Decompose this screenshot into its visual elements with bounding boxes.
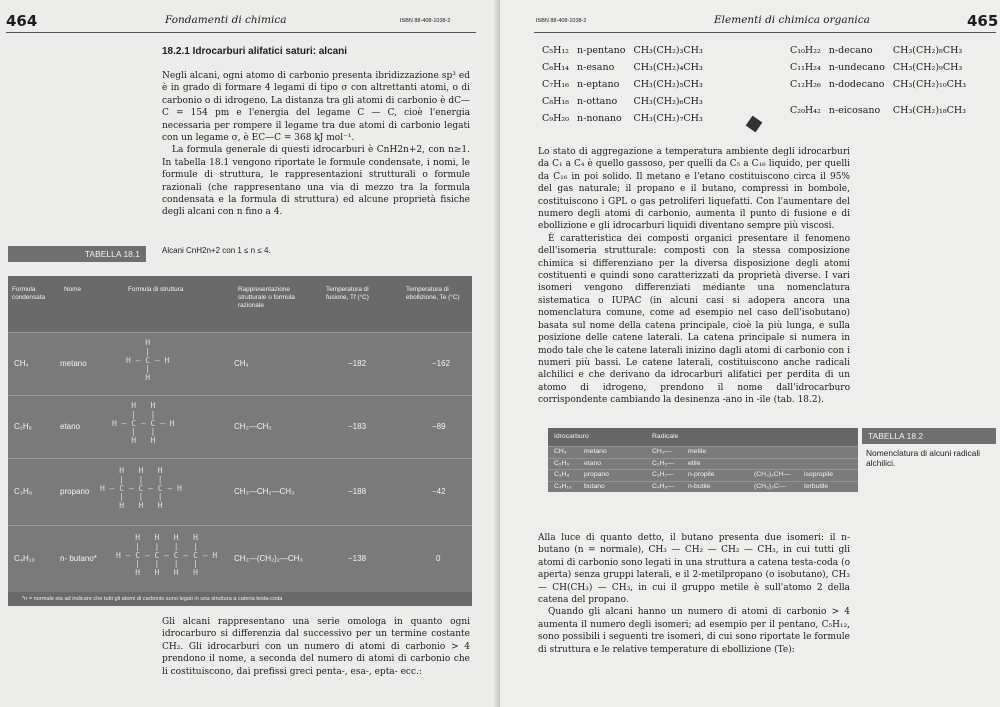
name: n-dodecano	[828, 79, 885, 90]
name-cell: propano	[60, 487, 90, 496]
formula-cell: C₃H₈	[554, 471, 570, 479]
name: n-ottano	[576, 96, 618, 107]
name: n-eptano	[576, 79, 620, 90]
formula-cell: C₄H₁₀	[14, 554, 35, 563]
list-item	[786, 42, 970, 59]
formula-cell: CH₄	[554, 448, 567, 455]
table-label: TABELLA 18.1	[8, 246, 146, 262]
alkane-series-list-right	[786, 42, 970, 127]
header-rule	[6, 32, 476, 33]
paragraph: Quando gli alcani hanno un numero di atomi di carbonio > 4 aumenta il numero degli isomeri; ad esempio per il pentano, C₅H₁₂, sono possibili i seguenti tre isomeri, di cui sono riportate le formule di struttura e le relative temperature di ebollizione (Te):	[538, 607, 850, 655]
rational-cell: CH₃—(CH₂)₂—CH₃	[234, 554, 303, 563]
boiling-cell: −42	[432, 487, 446, 496]
melting-cell: −138	[348, 554, 367, 563]
ink-smudge	[746, 116, 763, 133]
column-header: Temperatura di ebollizione, Te (°C)	[406, 286, 460, 301]
formula: C₁₂H₂₆	[790, 79, 821, 90]
paragraph: Gli alcani rappresentano una serie omologa in quanto ogni idrocarburo si differenzia dal successivo per un termine costante CH₂. Gli idrocarburi con un numero di atomi di carbonio > 4 prendono il nome, a seconda del numero di atomi di carbonio che li costituiscono, dai prefissi greci penta-, esa-, epta- ecc.:	[162, 617, 470, 677]
name-cell: n- butano*	[60, 554, 97, 563]
structure-cell: H | H — C — H | H	[126, 338, 170, 383]
alkane-series-list-left	[538, 42, 707, 127]
alkyl-radicals-table	[548, 428, 858, 492]
formula-cell: C₄H₁₀	[554, 482, 572, 490]
table-row	[548, 469, 858, 481]
rational-formula: CH₃(CH₂)₈CH₃	[892, 45, 963, 56]
rational-cell: CH₄	[234, 359, 249, 368]
rational-formula: CH₃(CH₂)₇CH₃	[633, 113, 703, 124]
name-cell: metano	[60, 359, 87, 368]
list-item	[538, 42, 707, 59]
rational-formula: CH₃(CH₂)₄CH₃	[633, 62, 703, 73]
branched-radical-name-cell: isopropile	[804, 471, 834, 479]
table-row	[548, 458, 858, 470]
isomers-text	[538, 532, 850, 656]
name: n-nonano	[576, 113, 622, 124]
name-cell: propano	[584, 471, 609, 479]
table-row	[8, 525, 472, 592]
rational-cell: CH₃—CH₃	[234, 422, 272, 431]
list-item	[538, 110, 707, 127]
melting-cell: −182	[348, 359, 367, 368]
column-header: Rappresentazione strutturale o formula razionale	[238, 286, 295, 309]
table-label: TABELLA 18.2	[862, 428, 996, 444]
formula: C₇H₁₆	[542, 79, 569, 90]
page-number: 464	[6, 12, 38, 30]
formula: C₈H₁₈	[542, 96, 569, 107]
column-header: Formula condensata	[12, 286, 46, 301]
formula: C₅H₁₂	[542, 45, 569, 56]
paragraph: È caratteristica dei composti organici presentare il fenomeno dell'isomeria strutturale: composti con la stessa composizione chimica si differenziano per la diversa disposizione degli atomi costituenti e quindi sono caratterizzati da proprietà diverse. I vari isomeri vengono differenziati mediante una nomenclatura sistematica o IUPAC (in alcuni casi si adopera ancora una nomenclatura comune, come ad esempio nel caso dell'isobutano) basata sul nome della catena principale, cioè la più lunga, e sulla posizione delle catene laterali. La catena principale si numera in modo tale che le catene laterali inizino dagli atomi di carbonio con i numeri più bassi. Le catene laterali, costituiscono anche radicali alchilici e che derivano da idrocarburi alifatici per perdita di un atomo di idrogeno, prendono il nome dall'idrocarburo corrispondente cambiando la desinenza -ano in -ile (tab. 18.2).	[538, 233, 850, 406]
list-item	[538, 76, 707, 93]
radical-cell: C₃H₇—	[652, 471, 674, 479]
structure-cell: H H H H | | | | H — C — C — C — C — H | | | | H H H H	[116, 533, 218, 578]
branched-radical-cell: (CH₃)₃C—	[754, 482, 786, 490]
table-row	[8, 332, 472, 395]
homologous-series-text	[162, 616, 470, 678]
radical-name-cell: etile	[688, 459, 701, 467]
isbn: ISBN 88-408-1038-2	[400, 18, 451, 24]
name-cell: butano	[584, 482, 605, 490]
column-header: Nome	[64, 286, 82, 293]
column-header: Formula di struttura	[128, 286, 184, 293]
list-item	[786, 59, 970, 76]
formula-cell: C₂H₆	[14, 422, 32, 431]
name: n-eicosano	[828, 104, 881, 116]
formula-cell: CH₄	[14, 359, 29, 368]
section-heading: 18.2.1 Idrocarburi alifatici saturi: alcani	[162, 46, 348, 57]
body-text	[538, 146, 850, 407]
name-cell: etano	[584, 459, 602, 467]
structure-cell: H H H | | | H — C — C — C — H | | | H H H	[100, 466, 182, 511]
running-head: Elementi di chimica organica	[714, 14, 870, 26]
formula: C₁₁H₂₄	[790, 62, 821, 73]
table-header	[548, 428, 858, 446]
radical-name-cell: n-propile	[688, 471, 715, 479]
formula-cell: C₂H₆	[554, 459, 570, 467]
melting-cell: −188	[348, 487, 367, 496]
formula: C₂₀H₄₂	[790, 104, 821, 116]
paragraph: Alla luce di quanto detto, il butano presenta due isomeri: il n-butano (n = normale), CH₃ — CH₂ — CH₂ — CH₃, in cui tutti gli atomi di carbonio sono legati in una struttura a catena testa-coda (o aperta) senza gruppi laterali, e il 2-metilpropano (o isobutano), CH₃ — CH(CH₃) — CH₃, in cui il gruppo metile è sull'atomo 2 della catena del propano.	[538, 533, 850, 606]
list-item	[538, 93, 707, 110]
paragraph: Lo stato di aggregazione a temperatura ambiente degli idrocarburi da C₁ a C₄ è quello gassoso, per quelli da C₅ a C₁₆ liquido, per quelli da C₁₆ in poi solido. Il metano e l'etano costituiscono circa il 95% del gas naturale; il propano e il butano, compressi in bombole, costituiscono i GPL o gas petroliferi liquefatti. Con l'aumentare del numero degli atomi di carbonio, aumenta il punto di fusione e di ebollizione e gli idrocarburi liquidi diventano sempre più viscosi.	[538, 147, 850, 232]
table-row	[548, 446, 858, 458]
name: n-pentano	[576, 45, 626, 56]
formula: C₁₀H₂₂	[790, 45, 821, 56]
formula: C₉H₂₀	[542, 113, 569, 124]
table-caption: Alcani CnH2n+2 con 1 ≤ n ≤ 4.	[162, 246, 271, 255]
list-item	[786, 93, 970, 127]
rational-formula: CH₃(CH₂)₁₈CH₃	[892, 104, 967, 116]
rational-formula: CH₃(CH₂)₉CH₃	[892, 62, 963, 73]
radical-cell: C₄H₉—	[652, 482, 675, 490]
isbn: ISBN 88-408-1038-2	[536, 18, 587, 24]
branched-radical-cell: (CH₃)₂CH—	[754, 471, 791, 479]
intro-text	[162, 70, 470, 219]
radical-cell: CH₃—	[652, 448, 672, 455]
header-rule	[534, 32, 996, 33]
column-header: Idrocarburo	[554, 433, 589, 440]
branched-radical-name-cell: terbutile	[804, 482, 829, 490]
page-number: 465	[967, 12, 999, 30]
list-item	[538, 59, 707, 76]
rational-formula: CH₃(CH₂)₃CH₃	[633, 45, 703, 56]
name: n-decano	[828, 45, 873, 56]
table-row	[8, 395, 472, 458]
radical-cell: C₂H₅—	[652, 459, 674, 467]
rational-cell: CH₃—CH₂—CH₃	[234, 487, 295, 496]
table-row	[548, 481, 858, 493]
formula-cell: C₃H₈	[14, 487, 33, 496]
table-footnote: *n = normale sta ad indicare che tutti gli atomi di carbonio sono legati in una struttura a catena testa-coda	[8, 592, 472, 606]
boiling-cell: −162	[432, 359, 451, 368]
alkanes-table	[8, 276, 472, 606]
list-item	[786, 76, 970, 93]
name: n-esano	[576, 62, 615, 73]
paragraph: Negli alcani, ogni atomo di carbonio presenta ibridizzazione sp³ ed è in grado di formare 4 legami di tipo σ con altrettanti atomi, o di carbonio o di idrogeno. La distanza tra gli atomi di carbonio è dC—C = 154 pm e l'energia del legame C — C, cioè l'energia necessaria per rompere il legame tra due atomi di carbonio legati con un legame σ, è EC—C = 368 kJ mol⁻¹.	[162, 71, 470, 144]
rational-formula: CH₃(CH₂)₆CH₃	[633, 96, 703, 107]
boiling-cell: −89	[432, 422, 446, 431]
structure-cell: H H | | H — C — C — H | | H H	[112, 401, 175, 446]
rational-formula: CH₃(CH₂)₁₀CH₃	[892, 79, 967, 90]
table-header	[8, 276, 472, 332]
name-cell: metano	[584, 448, 607, 455]
radical-name-cell: metile	[688, 448, 707, 455]
boiling-cell: 0	[436, 554, 441, 563]
formula: C₆H₁₄	[542, 62, 569, 73]
rational-formula: CH₃(CH₂)₅CH₃	[633, 79, 703, 90]
radical-name-cell: n-butile	[688, 482, 711, 490]
running-head: Fondamenti di chimica	[165, 14, 287, 26]
name-cell: etano	[60, 422, 81, 431]
column-header: Radicale	[652, 433, 679, 440]
melting-cell: −183	[348, 422, 367, 431]
column-header: Temperatura di fusione, Tf (°C)	[326, 286, 369, 301]
paragraph: La formula generale di questi idrocarburi è CnH2n+2, con n≥1. In tabella 18.1 vengono riportate le formule condensate, i nomi, le formule di struttura, le rappresentazioni strutturali o formule razionali (che rappresentano una via di mezzo tra la formula condensata e la formula di struttura) ed alcune proprietà fisiche degli alcani con n fino a 4.	[162, 145, 470, 218]
table-caption: Nomenclatura di alcuni radicali alchilici.	[866, 448, 981, 468]
name: n-undecano	[828, 62, 885, 73]
table-row	[8, 458, 472, 525]
